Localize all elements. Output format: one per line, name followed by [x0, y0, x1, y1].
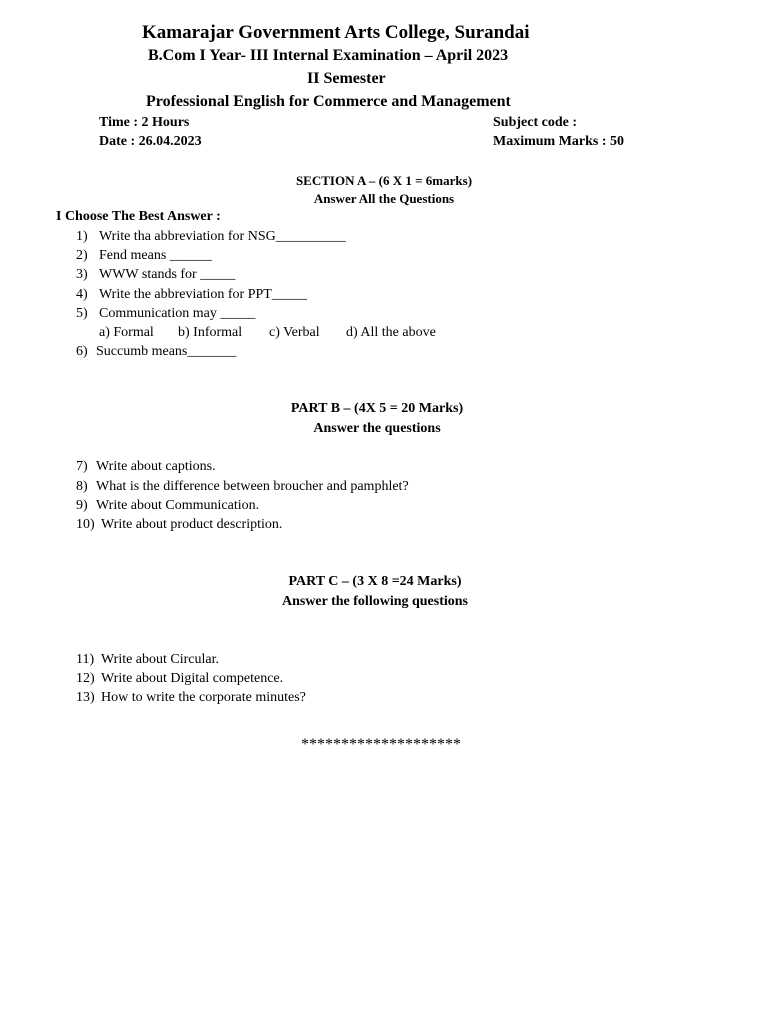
part-c-title: PART C – (3 X 8 =24 Marks) — [288, 574, 462, 589]
question-item — [76, 344, 236, 360]
section-a-instruction: I Choose The Best Answer : — [56, 209, 221, 224]
exam-date: Date : 26.04.2023 — [99, 134, 202, 149]
question-item — [76, 479, 409, 495]
answer-option: d) All the above — [346, 325, 436, 340]
question-item — [76, 306, 255, 322]
question-item — [76, 229, 346, 245]
semester: II Semester — [307, 70, 386, 87]
answer-option: c) Verbal — [269, 325, 320, 340]
answer-option: a) Formal — [99, 325, 154, 340]
question-text: Write about Circular. — [101, 652, 220, 667]
question-item — [76, 267, 235, 283]
question-text: Communication may _____ — [99, 306, 256, 321]
question-item — [76, 248, 212, 264]
part-b-subtitle: Answer the questions — [313, 421, 441, 436]
question-item — [76, 652, 219, 668]
exam-duration: Time : 2 Hours — [99, 115, 190, 130]
question-text: Write tha abbreviation for NSG__________ — [99, 229, 346, 244]
question-text: Succumb means_______ — [96, 344, 237, 359]
question-item — [76, 690, 306, 706]
question-number: 6) — [76, 344, 88, 359]
question-text: Write about Communication. — [96, 498, 260, 513]
maximum-marks: Maximum Marks : 50 — [493, 134, 625, 149]
question-number: 7) — [76, 459, 88, 474]
question-item — [76, 459, 216, 475]
question-number: 3) — [76, 267, 88, 282]
end-of-paper-stars: ******************** — [301, 736, 461, 753]
question-text: WWW stands for _____ — [99, 267, 236, 282]
question-number: 11) — [76, 652, 95, 667]
question-number: 1) — [76, 229, 88, 244]
question-number: 8) — [76, 479, 88, 494]
part-b-title: PART B – (4X 5 = 20 Marks) — [290, 401, 464, 416]
question-text: How to write the corporate minutes? — [101, 690, 306, 705]
question-number: 9) — [76, 498, 88, 513]
part-c-subtitle: Answer the following questions — [281, 594, 469, 609]
subject-code: Subject code : — [493, 115, 577, 130]
question-item — [76, 517, 282, 533]
question-text: What is the difference between broucher and pamphlet? — [96, 479, 409, 494]
college-name: Kamarajar Government Arts College, Surandai — [142, 22, 530, 43]
question-number: 12) — [76, 671, 95, 686]
question-text: Write the abbreviation for PPT_____ — [99, 287, 307, 302]
answer-option: b) Informal — [178, 325, 243, 340]
question-text: Write about Digital competence. — [101, 671, 284, 686]
question-number: 13) — [76, 690, 95, 705]
question-number: 5) — [76, 306, 88, 321]
question-text: Write about product description. — [101, 517, 283, 532]
exam-title: B.Com I Year- III Internal Examination – April 2023 — [148, 47, 509, 64]
question-number: 4) — [76, 287, 88, 302]
course-title: Professional English for Commerce and Management — [146, 93, 511, 110]
question-number: 2) — [76, 248, 88, 263]
question-number: 10) — [76, 517, 95, 532]
section-a-title: SECTION A – (6 X 1 = 6marks) — [295, 173, 473, 188]
question-item — [76, 498, 259, 514]
section-a-subtitle: Answer All the Questions — [313, 191, 455, 206]
question-item — [76, 671, 283, 687]
question-item — [76, 287, 307, 303]
question-text: Fend means ______ — [99, 248, 212, 263]
question-text: Write about captions. — [96, 459, 216, 474]
